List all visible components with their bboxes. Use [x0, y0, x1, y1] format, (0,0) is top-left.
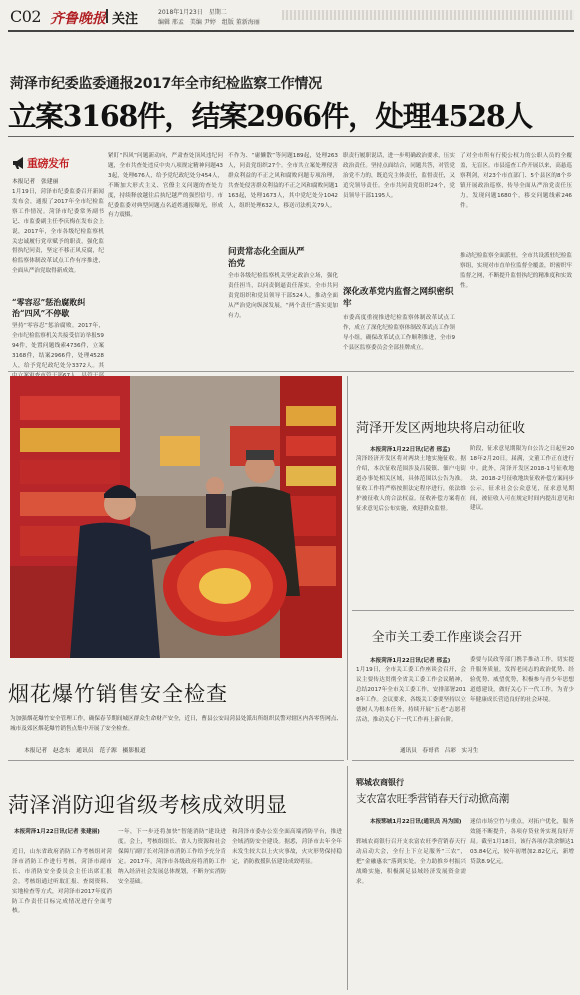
fireworks-photo [10, 376, 342, 658]
fire-headline: 菏泽消防迎省级考核成效明显 [8, 793, 288, 817]
date-line: 2018年1月23日 星期二 [158, 9, 227, 16]
lead-col-4: 职责行履职说话，进一步明确政治要求，压实政治责任。坚持点面结合，同题共答，对管党治党不力的，既追究主体责任，监督责任，又追究领导责任。全市共问责党组织24个，党员领导干部1195人。 [343, 153, 455, 199]
lead-badge [12, 152, 92, 172]
lead-col-2: 紧盯“四风”问题新动向，严肃查处顶风违纪问题，全市共查处违反中央八项规定精神问题433起，处理676人，给予党纪政纪处分454人，不断加大形式主义、官僚主义问题的查处力度，持续释放越往后执纪越严的强烈信号。市纪委监委对典型问题点名道姓通报曝光，形成有力震慑。 [108, 153, 223, 219]
masthead-stripe [282, 10, 574, 20]
workers-bottom-rule [352, 760, 574, 761]
lead-byline: 本报记者 张建丽 [12, 179, 59, 185]
lead-col-1: 1月19日，菏泽市纪委监委召开新闻发布会，通报了2017年全市纪检监察工作情况。菏泽市纪委常务副书记、市监委副主任李庆梅在发布会上说，2017年，全市各级纪检监察机关忠诚履行党章赋予的职责，强化监督执纪问责，坚定不移正风反腐，纪检监察体制改革试点工作有序推进，全面从严治党取得新成效。 [12, 189, 104, 275]
workers-text-right: 委要与民政等部门携手推动工作，切实提升服务质量，发挥老同志的政治优势、经验优势、威望优势，积极参与青少年思想道德建设，做好关心下一代工作，为青少年健康成长营造良好的社会环境。 [470, 657, 574, 703]
fireworks-bottom-rule [8, 760, 344, 761]
openzone-byline: 本报菏泽1月22日讯(记者 邢孟) [370, 447, 451, 453]
masthead [0, 0, 580, 28]
badge-label: 重磅发布 [27, 157, 69, 170]
workers-headline: 全市关工委工作座谈会召开 [372, 629, 523, 644]
lead-subhead-1: “零容忍”惩治腐败纠治“四风”不停歇 [12, 297, 86, 318]
lead-bottom-rule [8, 371, 574, 372]
bank-kicker: 郓城农商银行 [356, 778, 404, 787]
lead-headline: 立案3168件，结案2966件，处理4528人 [8, 99, 532, 133]
fire-col-1: 近日，山东省政府消防工作考核组对菏泽市消防工作进行考核，菏泽市副市长、市消防安全委员会主任出席汇报会。考核组通过听取汇报、查阅资料、实地检查等方式，对菏泽市2017年度消防工作责任目标完成情况进行全面考核。 [12, 849, 112, 915]
masthead-rule [8, 30, 574, 32]
workers-byline: 本报菏泽1月22日讯(记者 邢孟) [370, 658, 451, 664]
lead-kicker: 菏泽市纪委监委通报2017年全市纪检监察工作情况 [10, 76, 322, 92]
fire-byline: 本报菏泽1月22日讯(记者 张建丽) [14, 829, 100, 835]
fireworks-credit: 本报记者 赵念东 通讯员 范子源 摄影报道 [24, 748, 146, 754]
fireworks-shop-photo [10, 376, 342, 658]
openzone-headline: 菏泽开发区两地块将启动征收 [356, 421, 526, 436]
lead-col-5b: 推动纪检监察全面派驻，全市共设派驻纪检监察组，实现对市直单位监督全覆盖，织密织牢监督之网，不断提升监督执纪的精准度和实效性。 [460, 253, 572, 289]
openzone-text-right: 阶段，征求意见期限为自公告之日起至2018年2月20日。届满，文董工作正在进行中。此外，菏泽开发区2018-1号征收地块、2018-2号征收地块征收补偿方案同步公示，征求社会公众意见，征求意见期间，被征收人可在规定时间内提出意见和建议。 [470, 446, 574, 512]
bank-headline: 支农富农旺季营销春天行动掀高潮 [356, 793, 509, 805]
workers-text-left: 1月19日，全市关工委工作座谈会召开，会议主要传达贯彻全省关工委工作会议精神，总结2017年全市关工委工作，安排部署2018年工作。会议要求，各级关工委要坚持以立德树人为根本任务，持续开展“五老”志愿者活动，推动关心下一代工作再上新台阶。 [356, 667, 466, 723]
lead-subhead-3: 问责常态化全面从严治党 [228, 247, 305, 269]
bank-text-right: 迷信市场空竹与重点，对拓户优化，服务效能不断提升，各项存贷业务实现良好开局。截至1月18日，该行各项存款余额达103.84亿元，较年初增加2.82亿元，新增贷款8.9亿元。 [470, 819, 574, 865]
openzone-bottom-rule [352, 610, 574, 611]
workers-credit: 通讯员 春哥君 吕彩 实习生 [400, 748, 479, 754]
lead-col-3b: 全市各级纪检监察机关坚定政治立场，强化责任担当，以问责倒逼责任落实。全市共问责党组织和党员领导干部524人，推动全面从严治党向纵深发展，“两个责任”落实更加有力。 [228, 273, 338, 319]
fireworks-headline: 烟花爆竹销售安全检查 [8, 682, 228, 706]
bank-text-left: 郓城农商银行召开支农富农旺季营销春天行动启动大会，全行上下立足服务“三农”，把“金融惠农”落到实处，全力助推乡村振兴战略实施，积极满足县域经济发展资金需求。 [356, 839, 466, 885]
section-title: 关注 [112, 12, 139, 27]
lead-subhead-4: 深化改革党内监督之网织密织牢 [343, 287, 454, 309]
lead-col-4b: 市委高度重视推进纪检监察体制改革试点工作，成立了深化纪检监察体制改革试点工作领导小组，确保改革试点工作顺利推进，全市9个县区监察委员会全部挂牌成立。 [343, 315, 455, 351]
megaphone-icon [12, 155, 26, 169]
middle-vertical-rule [347, 376, 348, 760]
paper-logo: 齐鲁晚报 [50, 11, 106, 27]
section-divider [106, 9, 108, 23]
fire-col-3: 和菏泽市委办公室全面高端消防平台，推进全域消防安全建设。据悉，菏泽市去年全年未发生较大以上火灾事故，火灾形势保持稳定，消防救援队伍建设成效明显。 [232, 829, 342, 865]
bottom-vertical-rule [347, 766, 348, 990]
staff-line: 编辑 邢孟 美编 尹婷 组版 董新海丽 [158, 19, 260, 26]
fire-col-2: 一年，下一步还将加快“智能消防”建设进度。会上，考核组组长、省人力资源和社会保障厅副厅长对菏泽市消防工作给予充分肯定。2017年，菏泽市各级政府将消防工作纳入经济社会发展总体规划，不断夯实消防安全基础。 [118, 829, 226, 885]
lead-col-5: 了对全市所有行使公权力的公职人员的全覆盖，无盲区。市县巡查工作开展以来，高悬巡察利剑，对23个市直部门、5个县区的8个乡镇开展政治巡察，传导全面从严治党责任压力，发现问题1680个，移交问题线索246件。 [460, 153, 572, 209]
lead-col-3: 不作为、“庸懒散”等问题189起，处理263人，问责党组织27个。全市共立案处理侵害群众利益的不正之风和腐败问题专项治理，共查处侵害群众利益的不正之风和腐败问题1163起，处理1673人，其中党纪处分1042人，组织处理632人，移送司法机关79人。 [228, 153, 338, 209]
openzone-text-left: 菏泽经济开发区将对两块土地实施征收。据介绍，本次征收范围涉及吕陵镇、佃户屯街道办事处相关区域，具体范围以公告为准。征收工作将严格按照法定程序进行，依法维护被征收人的合法权益。征收补偿方案将在征求意见后公布实施，欢迎群众监督。 [356, 456, 466, 512]
lead-rule [8, 136, 574, 137]
lead-col-1b: 坚持“零容忍”惩治腐败。2017年，全市纪检监察机关共接受信访举报5994件，处置问题线索4736件，立案3168件，结案2966件，处理4528人，给予党纪政纪处分3372人。其 [12, 323, 104, 369]
fireworks-caption: 为加强烟花爆竹安全管理工作，确保春节期间城区群众生命财产安全，近日，曹县公安局菏县处派出所组织民警对辖区内各零售网点、城市及郊区烟花爆竹销售点集中开展了安全检查。 [10, 716, 342, 732]
page-number: C02 [10, 7, 42, 26]
bank-byline: 本报郓城1月22日讯(通讯员 冯为国) [370, 819, 462, 825]
